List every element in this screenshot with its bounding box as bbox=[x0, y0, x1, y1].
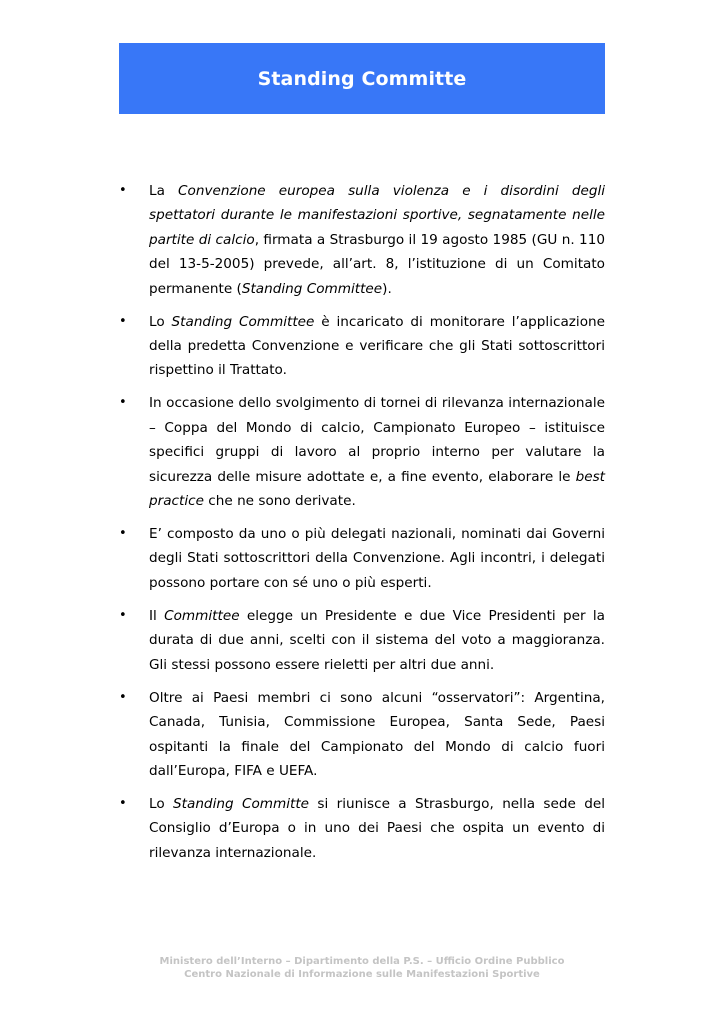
bullet-item bbox=[119, 179, 605, 301]
text-segment: che ne sono derivate. bbox=[203, 493, 356, 510]
bullet-item bbox=[119, 522, 605, 595]
bullet-item bbox=[119, 391, 605, 513]
bullet-icon: • bbox=[119, 795, 127, 811]
text-segment: Oltre ai Paesi membri ci sono alcuni “osservatori”: Argentina, Canada, Tunisia, Commissione Europea, Santa Sede, Paesi ospitanti la finale del Campionato del Mondo di calcio fuori dall’Europa, FIFA e UEFA. bbox=[149, 689, 605, 779]
bullet-icon: • bbox=[119, 689, 127, 705]
bullet-icon: • bbox=[119, 313, 127, 329]
text-segment: si riunisce a Strasburgo, nella sede del Consiglio d’Europa o in uno dei Paesi che ospita un evento di rilevanza internazionale. bbox=[149, 795, 605, 861]
bullet-list bbox=[119, 179, 605, 874]
footer-line-center: Centro Nazionale di Informazione sulle Manifestazioni Sportive bbox=[184, 969, 540, 980]
italic-text-segment: Convenzione europea sulla violenza e i disordini degli spettatori durante le manifestazioni sportive, segnatamente nelle partite di calcio bbox=[149, 183, 606, 248]
bullet-icon: • bbox=[119, 183, 127, 198]
footer-line-ministry: Ministero dell’Interno – Dipartimento della P.S. – Ufficio Ordine Pubblico bbox=[159, 956, 565, 967]
bullet-icon: • bbox=[119, 395, 127, 411]
italic-text-segment: Standing Committee bbox=[241, 280, 383, 297]
text-segment: La bbox=[149, 183, 179, 199]
text-segment: Lo bbox=[149, 313, 172, 330]
text-segment: ). bbox=[382, 280, 392, 297]
bullet-icon: • bbox=[119, 526, 127, 542]
text-segment: Il bbox=[149, 607, 165, 624]
text-segment: In occasione dello svolgimento di tornei di rilevanza internazionale – Coppa del Mondo di calcio, Campionato Europeo – istituisce specifici gruppi di lavoro al proprio interno per valutare la sicurezza delle misure adottate e, a fine evento, elaborare le bbox=[149, 395, 605, 485]
page-title: Standing Committe bbox=[257, 67, 467, 90]
text-segment: elegge un Presidente e due Vice Presidenti per la durata di due anni, scelti con il sistema del voto a maggioranza. Gli stessi possono essere rieletti per altri due anni. bbox=[149, 607, 605, 673]
bullet-item bbox=[119, 792, 605, 865]
bullet-item bbox=[119, 686, 605, 784]
bullet-item bbox=[119, 310, 605, 383]
text-segment: E’ composto da uno o più delegati nazionali, nominati dai Governi degli Stati sottoscrittori della Convenzione. Agli incontri, i delegati possono portare con sé uno o più esperti. bbox=[149, 526, 605, 591]
italic-text-segment: best practice bbox=[149, 468, 605, 510]
bullet-icon: • bbox=[119, 607, 127, 623]
bullet-item bbox=[119, 604, 605, 677]
text-segment: , firmata a Strasburgo il 19 agosto 1985 (GU n. 110 del 13-5-2005) prevede, all’art. 8, l’istituzione di un Comitato permanente ( bbox=[149, 231, 605, 297]
text-segment: è incaricato di monitorare l’applicazione della predetta Convenzione e verificare che gli Stati sottoscrittori rispettino il Trattato. bbox=[149, 313, 605, 379]
italic-text-segment: Standing Committee bbox=[171, 313, 315, 330]
text-segment: Lo bbox=[149, 795, 174, 812]
title-banner bbox=[119, 43, 605, 114]
italic-text-segment: Committee bbox=[164, 607, 240, 624]
page-footer bbox=[0, 955, 724, 981]
italic-text-segment: Standing Committe bbox=[173, 795, 310, 812]
